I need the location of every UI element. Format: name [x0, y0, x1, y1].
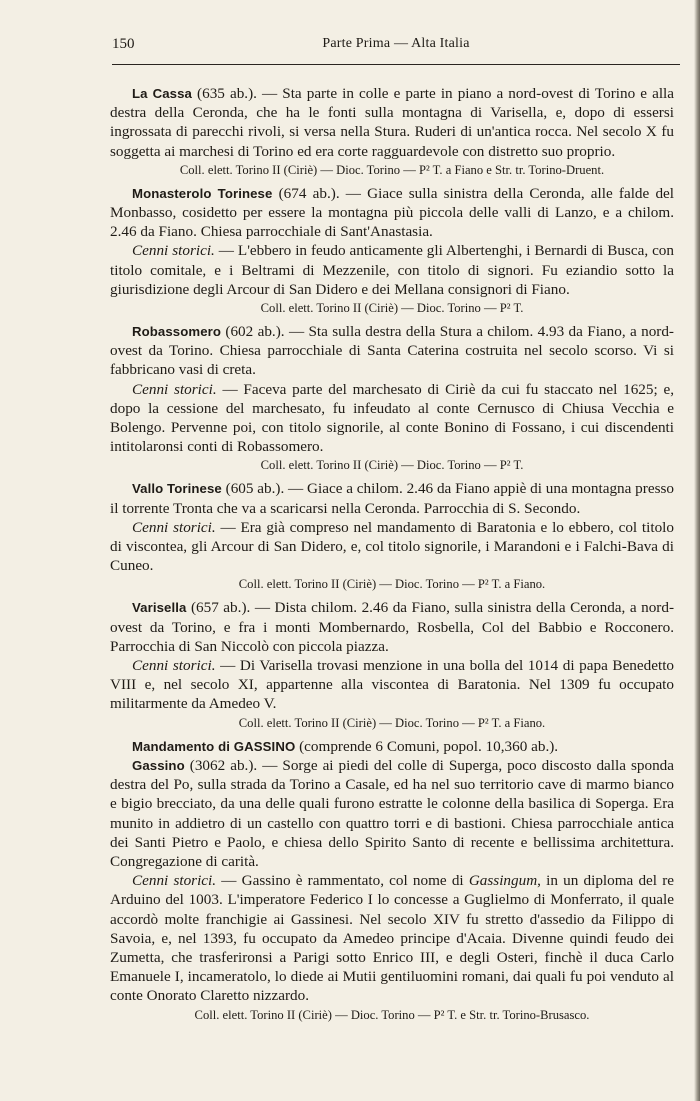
running-title: Parte Prima — Alta Italia	[322, 36, 470, 51]
entry-coll: Coll. elett. Torino II (Ciriè) — Dioc. Torino — P² T.	[260, 458, 524, 473]
entry-cenni	[110, 656, 674, 714]
cenni-label: Cenni storici.	[132, 242, 215, 260]
entry-text: (635 ab.). — Sta parte in colle e parte in piano a nord-ovest di Torino e alla destra della Ceronda, che ha le fonti sulla montagna di Varisella, e, dopo di essersi ingrossata di parecchi rivoli, si versa nella Stura. Ruderi di un'antica rocca. Nel secolo X fu soggetta ai marchesi di Torino ed era corte ragguardevole con distretto suo proprio.	[110, 85, 674, 160]
mandamento-text: (comprende 6 Comuni, popol. 10,360 ab.).	[295, 737, 559, 755]
entry-monasterolo	[110, 184, 674, 242]
latin-name: Gassingum	[468, 872, 538, 890]
entry-coll: Coll. elett. Torino II (Ciriè) — Dioc. Torino — P² T. a Fiano e Str. tr. Torino-Druent.	[179, 162, 605, 177]
entry-name: Vallo Torinese	[132, 481, 222, 497]
entry-cenni	[110, 380, 674, 457]
entry-name: Varisella	[132, 600, 187, 616]
header-rule	[112, 64, 680, 65]
cenni-label: Cenni storici.	[132, 380, 217, 398]
page-header	[112, 36, 680, 58]
page-number: 150	[112, 36, 135, 52]
entry-cenni	[110, 871, 674, 1005]
entry-text: (657 ab.). — Dista chilom. 2.46 da Fiano, sulla sinistra della Ceronda, a nord-ovest da Torino, e fra i monti Mombernardo, Rosbella, Col del Babbio e Rocconero. Parrocchia di San Niccolò con piccola piazza.	[110, 599, 674, 655]
entry-name: Gassino	[132, 757, 185, 773]
entry-cenni	[110, 241, 674, 299]
entry-text: (3062 ab.). — Sorge ai piedi del colle di Superga, poco discosto dalla sponda destra del Po, sulla strada da Torino a Casale, ed ha nel suo territorio cave di marmo bianco e bigio brecciato, da una delle quali furono estratte le colonne della basilica di Soperga. Era munito in addietro di un castello con quattro torri e di bastioni. Chiesa parrocchiale antica dei Santi Pietro e Paolo, e chiesa dello Spirito Santo di recente e bellissima architettura. Congregazione di carità.	[110, 756, 674, 870]
entry-name: La Cassa	[132, 86, 192, 101]
cenni-text-b: , in un diploma del re Arduino del 1003. L'imperatore Federico I lo concesse a Guglielmo di Monferrato, il quale accordò molte franchigie ai Gassinesi. Nel secolo XIV fu stretto d'assedio da Filippo di Savoia, e, nel 1393, fu occupato da Amedeo principe d'Acaia. Divenne quindi feudo dei Zumetta, che trasferironsi a Parigi sotto Enrico III, e degli Osteri, finchè il duca Carlo Emanuele I, incameratolo, lo diede ai Mutii gentiluomini romani, dai quali fu poi venduto al conte Onorato Claretto nizzardo.	[110, 872, 674, 1005]
entry-vallo-torinese	[110, 479, 674, 517]
cenni-text: — Di Varisella trovasi menzione in una bolla del 1014 di papa Benedetto VIII e, nel secolo XI, appartenne alla viscontea di Baratonia. Nel 1309 fu occupato militarmente da Amedeo V.	[110, 657, 675, 713]
entry-cenni	[110, 518, 674, 576]
entry-varisella	[110, 598, 674, 656]
cenni-text: — Faceva parte del marchesato di Ciriè da cui fu staccato nel 1625; e, dopo la cessione del marchesato, fu infeudato al conte Cernusco di Chiusa Vecchia e Bolengo. Pervenne poi, con titolo signorile, al conte Bonino di Fossano, i cui discendenti intitolaronsi conti di Robassomero.	[110, 380, 674, 456]
cenni-label: Cenni storici.	[132, 872, 217, 890]
mandamento-heading	[110, 737, 674, 756]
entry-text: (674 ab.). — Giace sulla sinistra della Ceronda, alle falde del Monbasso, cosidetto per essere la montagna più piccola delle valli di Lanzo, e a chilom. 2.46 da Fiano. Chiesa parrocchiale di Sant'Anastasia.	[110, 184, 674, 241]
page-edge-shadow	[694, 0, 700, 1101]
entry-coll: Coll. elett. Torino II (Ciriè) — Dioc. Torino — P² T. e Str. tr. Torino-Brusasco.	[194, 1007, 590, 1022]
entry-name: Monasterolo Torinese	[132, 185, 273, 201]
entry-text: (602 ab.). — Sta sulla destra della Stura a chilom. 4.93 da Fiano, a nord-ovest da Torino. Chiesa parrocchiale di Santa Caterina costruita nel secolo scorso. Vi si fabbricano vasi di creta.	[110, 323, 674, 379]
entry-robassomero	[110, 322, 674, 380]
page-body	[110, 84, 674, 1029]
entry-gassino	[110, 756, 674, 871]
cenni-text: — L'ebbero in feudo anticamente gli Albertenghi, i Bernardi di Busca, con titolo comitale, e i Beltrami di Mezzenile, con titolo di signori. Fu eziandio sotto la giurisdizione degli Arcour di San Didero e dei Mellana consignori di Fiano.	[110, 242, 674, 298]
cenni-label: Cenni storici.	[132, 518, 216, 536]
entry-coll: Coll. elett. Torino II (Ciriè) — Dioc. Torino — P² T. a Fiano.	[238, 577, 546, 592]
cenni-label: Cenni storici.	[132, 657, 216, 675]
entry-coll: Coll. elett. Torino II (Ciriè) — Dioc. Torino — P² T.	[260, 301, 524, 316]
cenni-text: — Era già compreso nel mandamento di Baratonia e lo ebbero, col titolo di viscontea, gli Arcour di San Didero, e, col titolo signorile, i Marandoni e i Falchi-Bava di Cuneo.	[110, 518, 674, 575]
entry-text: (605 ab.). — Giace a chilom. 2.46 da Fiano appiè di una montagna presso il torrente Tronta che va a scaricarsi nella Ceronda. Parrocchia di S. Secondo.	[110, 480, 674, 517]
mandamento-name: GASSINO	[233, 738, 296, 754]
entry-name: Robassomero	[132, 324, 222, 340]
cenni-text-a: — Gassino è rammentato, col nome di	[216, 872, 469, 890]
entry-coll: Coll. elett. Torino II (Ciriè) — Dioc. Torino — P² T. a Fiano.	[238, 715, 546, 730]
entry-la-cassa	[110, 84, 674, 161]
mandamento-prefix: Mandamento di	[132, 738, 234, 754]
